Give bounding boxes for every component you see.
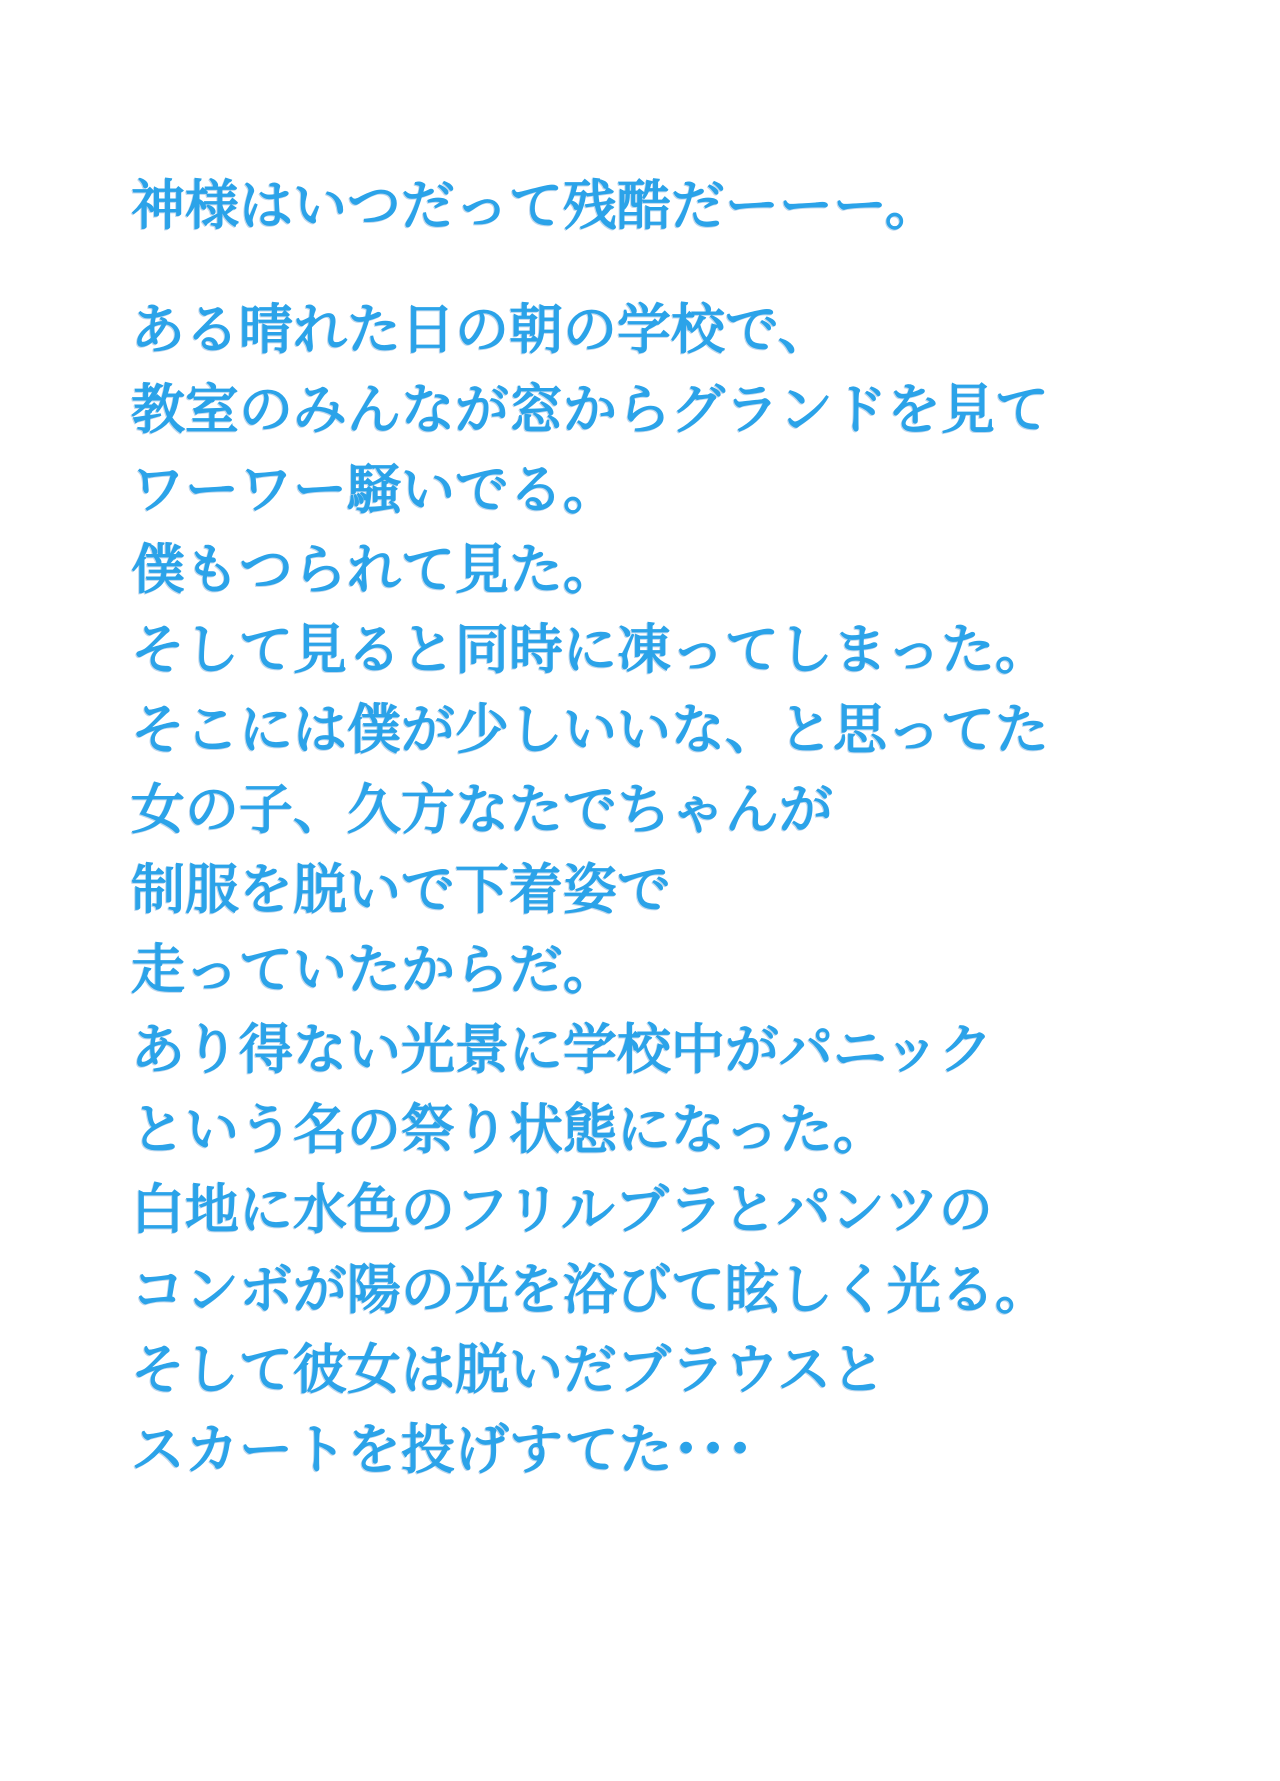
story-title-line: 神様はいつだって残酷だーーー。 bbox=[131, 176, 939, 236]
text-line: 僕もつられて見た。 bbox=[131, 540, 617, 600]
text-line: スカートを投げすてた･･･ bbox=[131, 1420, 754, 1480]
text-line: そして見ると同時に凍ってしまった。 bbox=[131, 620, 1049, 680]
text-line: 白地に水色のフリルブラとパンツの bbox=[131, 1180, 993, 1240]
text-line: ある晴れた日の朝の学校で、 bbox=[131, 300, 832, 360]
text-line: そこには僕が少しいいな、と思ってた bbox=[131, 700, 1049, 760]
text-line: あり得ない光景に学校中がパニック bbox=[131, 1020, 993, 1080]
text-line: そして彼女は脱いだブラウスと bbox=[131, 1340, 886, 1400]
text-line: 走っていたからだ。 bbox=[131, 940, 617, 1000]
text-line: 女の子、久方なたでちゃんが bbox=[131, 780, 833, 840]
text-line: 教室のみんなが窓からグランドを見て bbox=[131, 380, 1049, 440]
text-line: コンボが陽の光を浴びて眩しく光る。 bbox=[131, 1260, 1049, 1320]
text-line: という名の祭り状態になった。 bbox=[131, 1100, 887, 1160]
text-line: 制服を脱いで下着姿で bbox=[131, 860, 671, 920]
text-line: ワーワー騒いでる。 bbox=[131, 460, 617, 520]
